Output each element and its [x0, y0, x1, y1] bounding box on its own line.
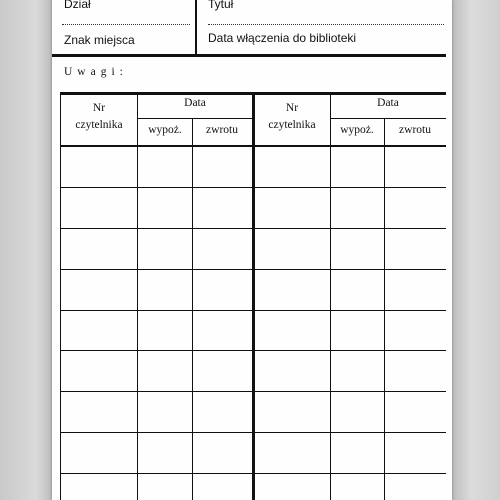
nr-label-right: Nr — [285, 102, 299, 114]
znak-miejsca-label: Znak miejsca — [64, 33, 135, 47]
remarks-label: Uwagi: — [64, 66, 128, 78]
nr-label-left: Nr — [92, 102, 106, 114]
library-book-card — [52, 0, 452, 500]
table-row-rule — [60, 310, 446, 311]
col-divider-wypoz-zwrotu-right — [384, 118, 385, 500]
tytul-dotted-line — [208, 24, 444, 25]
header-bottom-rule — [52, 54, 446, 57]
page-edge-left — [0, 0, 52, 500]
col-divider-wypoz-zwrotu-left — [192, 118, 193, 500]
data-subheader-rule-right — [330, 118, 446, 119]
zwrotu-label-right: zwrotu — [399, 124, 431, 136]
table-row-rule — [60, 228, 446, 229]
col-divider-nr-data-right — [330, 94, 331, 500]
page-edge-right — [452, 0, 500, 500]
table-left-border — [60, 92, 61, 500]
czytelnika-label-right: czytelnika — [268, 119, 316, 131]
table-row-rule — [60, 350, 446, 351]
tytul-label: Tytuł — [208, 0, 234, 11]
data-label-right: Data — [377, 97, 399, 109]
table-row-rule — [60, 187, 446, 188]
table-center-divider — [252, 94, 255, 500]
data-label-left: Data — [184, 97, 206, 109]
table-row-rule — [60, 432, 446, 433]
dzial-dotted-line — [62, 24, 190, 25]
data-subheader-rule-left — [138, 118, 252, 119]
table-row-rule — [60, 269, 446, 270]
table-row-rule — [60, 473, 446, 474]
col-divider-nr-data-left — [137, 94, 138, 500]
data-wlaczenia-label: Data włączenia do biblioteki — [208, 31, 357, 45]
zwrotu-label-left: zwrotu — [206, 124, 238, 136]
wypoz-label-left: wypoż. — [148, 124, 182, 136]
dzial-label: Dział — [64, 0, 91, 11]
header-vertical-divider — [195, 0, 197, 54]
table-row-rule — [60, 391, 446, 392]
wypoz-label-right: wypoż. — [340, 124, 374, 136]
czytelnika-label-left: czytelnika — [75, 119, 123, 131]
